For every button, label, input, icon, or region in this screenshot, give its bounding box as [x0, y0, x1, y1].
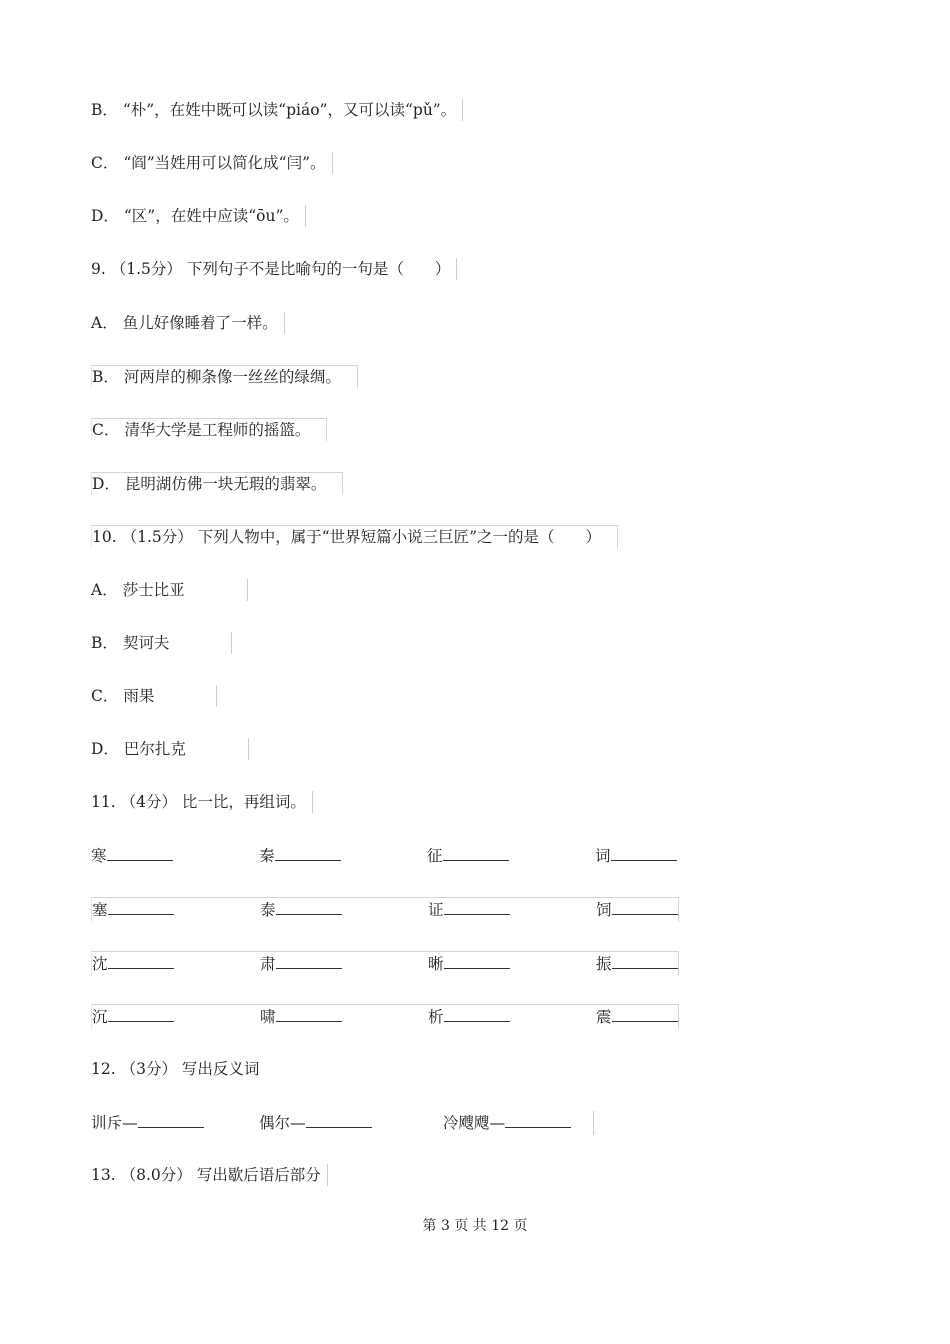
answer-blank[interactable]: [612, 952, 678, 969]
word-cell: [595, 844, 677, 868]
antonym-word: 冷飕飕—: [443, 1114, 506, 1132]
answer-blank[interactable]: [444, 1005, 510, 1022]
option-text: 清华大学是工程师的摇篮。: [124, 421, 311, 439]
q8-option-b: [91, 99, 463, 121]
q8-option-c: [91, 152, 333, 174]
answer-blank[interactable]: [444, 898, 510, 915]
option-text: 昆明湖仿佛一块无瑕的翡翠。: [124, 475, 327, 493]
question-text: 下列句子不是比喻句的一句是（ ）: [186, 260, 451, 278]
answer-blank[interactable]: [276, 952, 342, 969]
option-letter: B．: [91, 634, 118, 652]
question-score: （3分）: [120, 1060, 177, 1078]
answer-blank[interactable]: [138, 1111, 204, 1128]
character: 肃: [260, 955, 276, 973]
q11-stem: [91, 791, 313, 813]
option-text: 鱼儿好像睡着了一样。: [122, 314, 278, 332]
word-grid-row: [91, 951, 679, 976]
word-cell: [428, 1005, 510, 1029]
option-text: 莎士比亚: [122, 581, 185, 599]
character: 秦: [259, 847, 275, 865]
question-text: 下列人物中，属于“世界短篇小说三巨匠”之一的是（ ）: [197, 528, 602, 546]
answer-blank[interactable]: [612, 898, 678, 915]
answer-blank[interactable]: [443, 844, 509, 861]
option-letter: C．: [91, 687, 119, 705]
answer-blank[interactable]: [276, 1005, 342, 1022]
character: 词: [595, 847, 611, 865]
option-text: 雨果: [123, 687, 155, 705]
word-cell: [596, 1005, 678, 1029]
question-score: （8.0分）: [120, 1166, 192, 1184]
option-letter: D．: [92, 475, 120, 493]
answer-blank[interactable]: [107, 844, 173, 861]
question-number: 11.: [91, 793, 116, 811]
q10-option-c: [91, 685, 217, 707]
answer-blank[interactable]: [306, 1111, 372, 1128]
word-cell: [428, 898, 510, 922]
character: 塞: [92, 901, 108, 919]
q10-stem: [91, 525, 618, 548]
option-text: 巴尔扎克: [123, 740, 186, 758]
word-cell: [260, 952, 342, 976]
q12-stem: [91, 1058, 259, 1080]
word-cell: [428, 952, 510, 976]
answer-blank[interactable]: [612, 1005, 678, 1022]
character: 征: [427, 847, 443, 865]
answer-blank[interactable]: [611, 844, 677, 861]
question-number: 12.: [91, 1060, 116, 1078]
question-number: 10.: [92, 528, 117, 546]
word-cell: [92, 952, 174, 976]
antonym-item: [259, 1111, 372, 1135]
word-cell: [259, 844, 341, 868]
option-letter: C．: [92, 421, 120, 439]
antonym-word: 偶尔—: [259, 1114, 306, 1132]
word-cell: [260, 898, 342, 922]
option-letter: A．: [91, 314, 118, 332]
word-cell: [596, 898, 678, 922]
antonym-item: [443, 1111, 571, 1135]
antonym-row: [91, 1111, 594, 1135]
character: 泰: [260, 901, 276, 919]
q8-option-d: [91, 205, 306, 227]
word-cell: [260, 1005, 342, 1029]
answer-blank[interactable]: [505, 1111, 571, 1128]
option-text: 河两岸的柳条像一丝丝的绿绸。: [123, 368, 341, 386]
character: 振: [596, 955, 612, 973]
character: 震: [596, 1008, 612, 1026]
character: 啸: [260, 1008, 276, 1026]
q10-option-d: [91, 738, 249, 760]
q10-option-b: [91, 632, 232, 654]
answer-blank[interactable]: [108, 898, 174, 915]
answer-blank[interactable]: [108, 1005, 174, 1022]
question-text: 写出歇后语后部分: [196, 1166, 321, 1184]
answer-blank[interactable]: [444, 952, 510, 969]
answer-blank[interactable]: [275, 844, 341, 861]
option-text: “区”，在姓中应读“ōu”。: [123, 207, 299, 225]
option-letter: C．: [91, 154, 119, 172]
question-text: 写出反义词: [181, 1060, 260, 1078]
word-grid-row: [91, 1004, 679, 1029]
option-letter: D．: [91, 740, 119, 758]
character: 沈: [92, 955, 108, 973]
question-score: （1.5分）: [121, 528, 193, 546]
option-text: “阎”当姓用可以简化成“闫”。: [123, 154, 326, 172]
option-letter: A．: [91, 581, 118, 599]
question-text: 比一比，再组词。: [181, 793, 306, 811]
antonym-item: [91, 1111, 204, 1135]
q9-option-c: [91, 418, 327, 441]
q10-option-a: [91, 579, 248, 601]
word-cell: [92, 898, 174, 922]
character: 证: [428, 901, 444, 919]
option-text: “朴”，在姓中既可以读“piáo”，又可以读“pǔ”。: [122, 101, 457, 119]
word-cell: [596, 952, 678, 976]
page-footer: 第 3 页 共 12 页: [422, 1218, 528, 1234]
q9-option-d: [91, 472, 343, 495]
word-cell: [91, 844, 173, 868]
word-grid-row: [91, 897, 679, 922]
question-score: （4分）: [120, 793, 177, 811]
antonym-word: 训斥—: [91, 1114, 138, 1132]
word-cell: [427, 844, 509, 868]
q9-option-a: [91, 312, 285, 334]
option-letter: B．: [91, 101, 118, 119]
q9-option-b: [91, 365, 358, 388]
character: 寒: [91, 847, 107, 865]
character: 饲: [596, 901, 612, 919]
character: 沉: [92, 1008, 108, 1026]
option-letter: D．: [91, 207, 119, 225]
character: 晰: [428, 955, 444, 973]
answer-blank[interactable]: [108, 952, 174, 969]
answer-blank[interactable]: [276, 898, 342, 915]
option-letter: B．: [92, 368, 119, 386]
word-grid-row: [91, 844, 677, 868]
character: 析: [428, 1008, 444, 1026]
question-score: （1.5分）: [110, 260, 182, 278]
question-number: 9.: [91, 260, 106, 278]
q9-stem: [91, 258, 457, 280]
word-cell: [92, 1005, 174, 1029]
question-number: 13.: [91, 1166, 116, 1184]
q13-stem: [91, 1164, 328, 1186]
option-text: 契诃夫: [122, 634, 170, 652]
